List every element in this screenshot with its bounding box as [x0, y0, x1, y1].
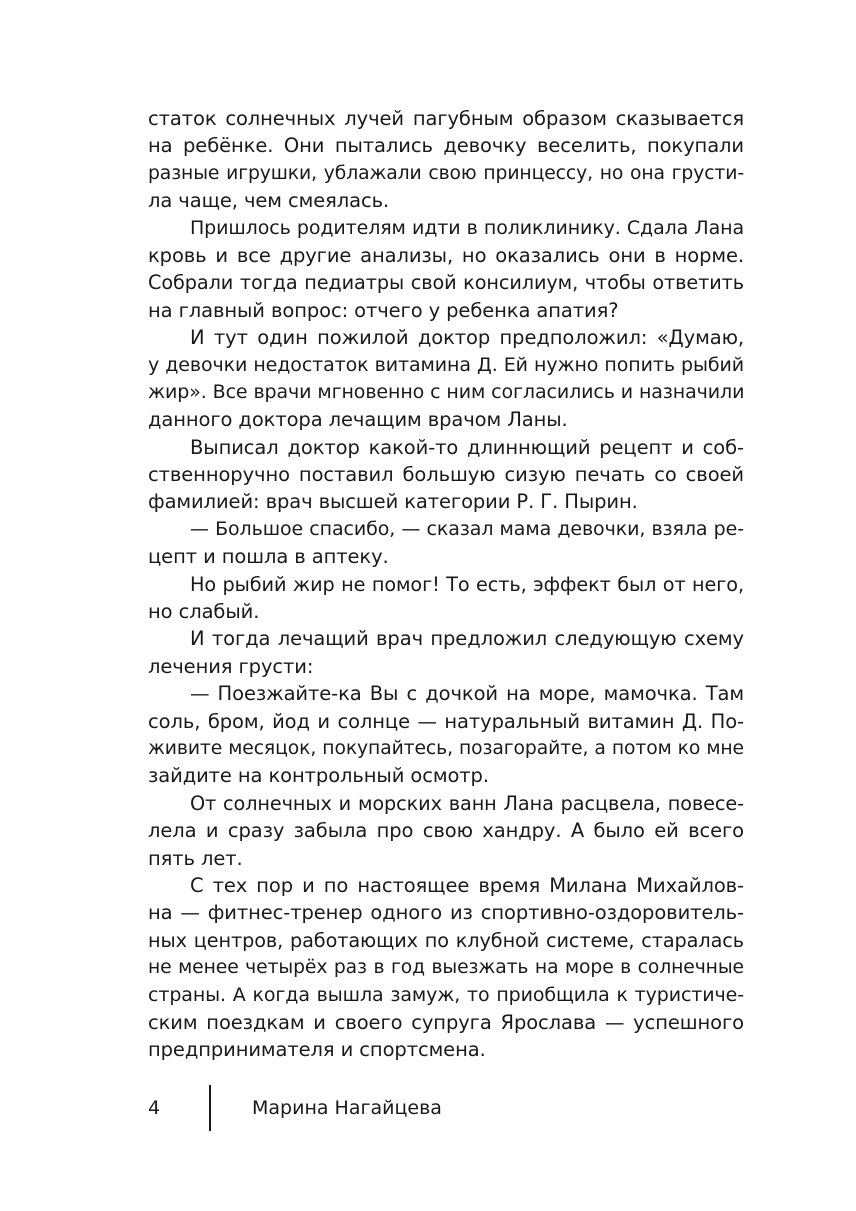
body-text — [148, 105, 744, 1064]
text-line: ных центров, работающих по клубной системе, старалась — [148, 928, 744, 952]
text-line: страны. А когда вышла замуж, то приобщила к туристиче- — [148, 983, 744, 1006]
text-line: И тут один пожилой доктор предположил: «Думаю, — [190, 326, 744, 350]
text-line: — Поезжайте-ка Вы с дочкой на море, мамочка. Там — [190, 682, 744, 706]
text-line: зайдите на контрольный осмотр. — [148, 764, 489, 788]
text-line: ственноручно поставил большую сизую печать со своей — [148, 463, 744, 487]
text-line: пять лет. — [148, 846, 243, 870]
text-line: предпринимателя и спортсмена. — [148, 1038, 486, 1062]
text-line: разные игрушки, ублажали свою принцессу, но она грусти- — [148, 162, 744, 184]
text-line: жир». Все врачи мгновенно с ним согласились и назначили — [148, 380, 745, 403]
text-line: кровь и все другие анализы, но оказались они в норме. — [148, 243, 744, 267]
text-line: И тогда лечащий врач предложил следующую схему — [190, 627, 744, 651]
text-line: на — фитнес-тренер одного из спортивно-оздоровитель- — [148, 901, 744, 925]
text-line: статок солнечных лучей пагубным образом сказывается — [148, 107, 744, 130]
text-line: лела и сразу забыла про свою хандру. А было ей всего — [148, 819, 744, 843]
footer-divider — [209, 1085, 211, 1131]
text-line: С тех пор и по настоящее время Милана Михайлов- — [190, 873, 744, 897]
text-line: но слабый. — [148, 600, 260, 624]
text-line: данного доктора лечащим врачом Ланы. — [148, 408, 568, 432]
page-footer — [0, 1085, 856, 1135]
text-line: фамилией: врач высшей категории Р. Г. Пырин. — [148, 490, 638, 514]
page-number: 4 — [148, 1097, 161, 1119]
text-line: — Большое спасибо, — сказал мама девочки, взяла ре- — [190, 517, 744, 540]
text-line: От солнечных и морских ванн Лана расцвела, повесе- — [190, 791, 744, 815]
text-line: Пришлось родителям идти в поликлинику. Сдала Лана — [190, 216, 744, 239]
text-line: ла чаще, чем смеялась. — [148, 189, 390, 213]
text-line: на ребёнке. Они пытались девочку веселить, покупали — [148, 134, 744, 158]
text-line: соль, бром, йод и солнце — натуральный витамин Д. По- — [148, 709, 744, 733]
text-line: лечения грусти: — [148, 654, 314, 678]
text-line: Собрали тогда педиатры свой консилиум, чтобы ответить — [148, 271, 744, 295]
text-line: не менее четырёх раз в год выезжать на море в солнечные — [148, 957, 744, 979]
text-line: Но рыбий жир не помог! То есть, эффект был от него, — [190, 572, 744, 596]
text-line: живите месяцок, покупайтесь, позагорайте, а потом ко мне — [148, 737, 744, 759]
author-name: Марина Нагайцева — [252, 1097, 442, 1119]
text-line: на главный вопрос: отчего у ребенка апатия? — [148, 298, 619, 322]
text-line: Выписал доктор какой-то длиннющий рецепт и соб- — [190, 435, 744, 459]
text-line: у девочки недостаток витамина Д. Ей нужно попить рыбий — [148, 353, 744, 376]
text-line: цепт и пошла в аптеку. — [148, 545, 389, 569]
text-line: ским поездкам и своего супруга Ярослава — успешного — [148, 1010, 744, 1034]
